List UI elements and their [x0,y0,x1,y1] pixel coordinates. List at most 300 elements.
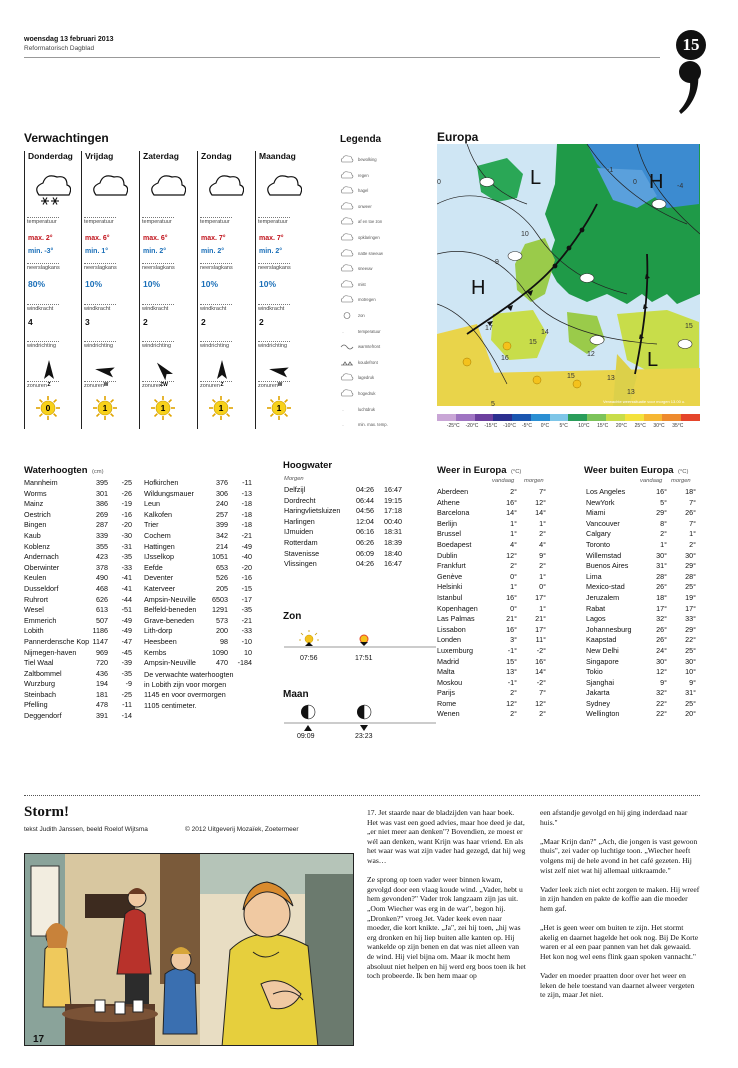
station-name: Pannerdensche Kop [24,636,90,646]
comic-panel-number: 17 [33,1034,45,1045]
tide-time-1: 04:26 [356,485,374,494]
precipitation-value: 80% [28,279,46,289]
city-name: Frankfurt [437,561,466,571]
sun-hours-label: zonuren [200,381,232,389]
city-name: Lima [586,571,602,581]
water-change: -14 [121,711,132,721]
station-name: Heesbeen [144,636,177,646]
wind-label: windkracht [84,304,116,312]
legend-item [340,279,420,293]
table-row [586,635,698,646]
temp-today: 17° [656,603,667,613]
temp-today: 30° [656,550,667,560]
snow-cloud-icon [33,173,71,207]
cloud-icon [148,173,186,207]
temp-tomorrow: 21° [535,614,546,624]
temp-today: 16° [506,592,517,602]
precipitation-value: 10% [201,279,219,289]
wind-direction-letter: Z [47,382,51,387]
table-row [24,584,132,595]
temp-tomorrow: 4° [539,539,546,549]
station-name: Keulen [24,573,47,583]
svg-text:5: 5 [491,401,495,406]
svg-text:10: 10 [521,231,529,238]
legend-item [340,404,420,418]
water-change: -45 [121,647,132,657]
water-level: 205 [216,583,228,593]
temp-today: 3° [510,635,517,645]
forecast-day-1 [81,151,138,429]
tide-station: Stavenisse [284,548,320,558]
temp-today: 26° [656,635,667,645]
city-name: Miami [586,508,606,518]
legend-symbol-icon [340,216,354,227]
water-change: -17 [241,594,252,604]
tide-time-2: 17:18 [384,506,402,516]
table-row [586,572,698,583]
weather-abroad-table [586,487,698,720]
scale-swatch [437,414,456,421]
table-row [24,679,132,690]
table-row [24,520,132,531]
table-row [437,678,552,689]
tide-table [284,485,434,570]
table-row [24,499,132,510]
wind-force-value: 2 [143,317,148,327]
weather-europe-tomorrow-head: morgen [524,478,544,484]
legend-symbol-icon [340,154,354,165]
tide-title: Hoogwater [283,460,333,471]
svg-text:13: 13 [627,389,635,396]
table-row [144,648,252,659]
city-name: Kopenhagen [437,603,478,613]
station-name: Kaub [24,530,41,540]
temp-today: 2° [510,561,517,571]
wind-force-value: 2 [201,317,206,327]
table-row [144,573,252,584]
temp-tomorrow: 7° [689,518,696,528]
city-name: New Delhi [586,645,619,655]
temp-tomorrow: 20° [685,709,696,719]
station-name: Oestrich [24,509,51,519]
svg-text:-1: -1 [607,167,614,174]
temperature-scale-labels [437,423,700,431]
temp-today: 32° [656,614,667,624]
water-level: 301 [96,488,108,498]
section-divider [24,795,700,796]
weather-europe-today-head: vandaag [492,478,515,484]
wind-force-value: 4 [28,317,33,327]
legend-symbol-icon [340,372,354,383]
temp-today: 4° [510,539,517,549]
svg-text:14: 14 [541,329,549,336]
city-name: Tokio [586,667,603,677]
water-level: 423 [96,552,108,562]
table-row [586,688,698,699]
table-row [437,582,552,593]
water-level: 391 [96,711,108,721]
legend-item [340,263,420,277]
station-name: Dusseldorf [24,583,59,593]
map-high-east: H [649,171,664,193]
temp-today: 12° [506,550,517,560]
temp-tomorrow: 2° [539,561,546,571]
temp-tomorrow: 11° [535,635,546,645]
temp-today: 12° [656,667,667,677]
temp-tomorrow: 29° [685,561,696,571]
city-name: Moskou [437,677,463,687]
scale-label: 35°C [672,423,684,429]
table-row [437,688,552,699]
water-level: 1051 [212,552,228,562]
table-row [437,508,552,519]
table-row [284,517,434,528]
temp-today: 22° [656,698,667,708]
tide-station: Rotterdam [284,537,318,547]
station-name: Katerveer [144,583,176,593]
sun-hours-value: 1 [276,403,282,413]
scale-label: -20°C [465,423,479,429]
temp-tomorrow: 7° [539,487,546,496]
city-name: Istanbul [437,592,463,602]
comic-panel [24,853,354,1046]
table-row [144,616,252,627]
table-row [24,478,132,489]
legend-item-label: sneeuw [358,266,373,272]
moonset-icon [357,705,371,731]
temperature-label: temperatuur [84,217,116,225]
legend-item-label: onweer [358,203,372,209]
station-name: Leun [144,499,160,509]
table-row [24,626,132,637]
svg-text:12: 12 [587,351,595,358]
table-row [437,551,552,562]
water-change: -21 [241,530,252,540]
station-name: Mainz [24,499,44,509]
forecast-day-name: Donderdag [28,151,73,161]
water-level: 194 [96,679,108,689]
scale-swatch [475,414,494,421]
temp-tomorrow: 2° [539,529,546,539]
scale-label: -15°C [484,423,498,429]
city-name: Wenen [437,709,460,719]
tide-time-1: 06:09 [356,548,374,558]
temp-tomorrow: 17° [685,603,696,613]
water-level: 478 [96,700,108,710]
station-name: Tiel Waal [24,658,54,668]
moon-graphic [284,704,436,736]
city-name: Athene [437,497,460,507]
temp-today: 24° [656,645,667,655]
legend-item-label: natte sneeuw [358,250,383,256]
svg-text:-4: -4 [677,183,684,190]
water-change: -11 [122,700,132,710]
temp-today: 1° [510,582,517,592]
station-name: Cochem [144,530,171,540]
min-temperature: min. 2° [259,248,283,255]
legend-symbol-icon [340,170,354,181]
temp-tomorrow: 1° [539,571,546,581]
water-level: 1147 [92,636,108,646]
temp-today: 2° [510,709,517,719]
page-number: 15 [676,30,706,60]
temp-today: 2° [510,487,517,496]
legend-item-label: warmtefront [358,344,381,350]
min-temperature: min. 2° [143,248,167,255]
table-row [586,709,698,720]
water-change: -10 [241,636,252,646]
legend-item-label: min. max. temp. [358,422,388,428]
table-row [586,667,698,678]
water-level: 240 [216,499,228,509]
wind-direction-letter: W [103,382,109,387]
temp-tomorrow: 12° [535,497,546,507]
table-row [144,489,252,500]
water-level: 720 [96,658,108,668]
station-name: Bingen [24,520,47,530]
legend-symbol-icon [340,294,354,305]
legend-item [340,248,420,262]
table-row [24,552,132,563]
water-level: 399 [216,520,228,530]
temp-tomorrow: 1° [539,603,546,613]
scale-swatch [493,414,512,421]
city-name: Toronto [586,539,610,549]
water-level: 626 [96,594,108,604]
water-change: -19 [121,499,132,509]
water-change: -13 [241,488,252,498]
water-level: 468 [96,583,108,593]
temperature-label: temperatuur [142,217,174,225]
legend-symbol-icon [340,357,354,368]
svg-text:16: 16 [501,355,509,362]
city-name: Lagos [586,614,606,624]
water-change: -16 [241,573,252,583]
tide-time-2: 18:39 [384,537,402,547]
station-name: Eefde [144,562,163,572]
legend-item [340,232,420,246]
city-name: Boedapest [437,539,472,549]
water-note-line: 1145 en voor overmorgen [144,690,226,700]
precipitation-value: 10% [143,279,161,289]
temp-tomorrow: 1° [689,529,696,539]
table-row [144,520,252,531]
city-name: Mexico-stad [586,582,625,592]
precipitation-value: 10% [259,279,277,289]
table-row [586,593,698,604]
direction-label: windrichting [27,341,59,349]
water-change: -30 [121,530,132,540]
story-paragraph: 17. Jet staarde naar de bladzijden van haar boek. Het was vast een goed advies, maar hoe deed je dat, „er niet meer aan denken"? Bovendien, ze moest er wél aan denken, want Krijn was haar vriend. En als het waar was wat zijn vader had gezegd, dat hij weg was… [367,808,526,865]
table-row [144,605,252,616]
weather-abroad-title: Weer buiten Europa (°C) [584,465,689,476]
wind-direction-letter: Z [220,382,224,387]
temp-today: 8° [660,518,667,528]
city-name: Singapore [586,656,619,666]
direction-label: windrichting [84,341,116,349]
water-level: 376 [216,478,228,487]
table-row [586,551,698,562]
station-name: Mannheim [24,478,58,487]
water-level: 1186 [92,626,108,636]
tide-time-1: 04:26 [356,559,374,569]
scale-label: 0°C [540,423,550,429]
temp-tomorrow: 0° [539,582,546,592]
precipitation-value: 10% [85,279,103,289]
legend-item [340,310,420,324]
station-name: Ampsin-Neuville [144,594,196,604]
water-change: -11 [242,478,252,487]
table-row [24,563,132,574]
water-level: 1291 [212,605,228,615]
precipitation-label: neerslagkans [27,265,60,271]
wind-direction-letter: W [277,382,283,387]
temp-today: 1° [510,529,517,539]
tide-time-2: 16:47 [384,485,402,494]
max-temperature: max. 2° [28,235,53,242]
station-name: Ampsin-Neuville [144,658,196,668]
scale-swatch [568,414,587,421]
city-name: Malta [437,667,455,677]
legend-symbol-icon [340,404,354,415]
svg-text:0: 0 [633,179,637,186]
table-row [437,572,552,583]
table-row [437,593,552,604]
table-row [437,561,552,572]
station-name: Emmerich [24,615,57,625]
table-row [24,648,132,659]
station-name: Kembs [144,647,167,657]
water-level: 339 [96,530,108,540]
city-name: Jeruzalem [586,592,620,602]
table-row [586,508,698,519]
water-change: -35 [121,552,132,562]
station-name: Kalkofen [144,509,172,519]
forecast-title: Verwachtingen [24,131,109,145]
city-name: Berlijn [437,518,457,528]
water-change: -15 [241,583,252,593]
water-change: -47 [121,636,132,646]
max-temperature: max. 7° [201,235,226,242]
scale-label: 20°C [615,423,628,429]
table-row [24,573,132,584]
table-row [437,625,552,636]
water-change: -49 [121,615,132,625]
table-row [437,635,552,646]
legend-item [340,154,420,168]
forecast-day-0 [24,151,81,429]
story-paragraph: Vader leek zich niet echt zorgen te maken. Hij wreef in zijn handen en pakte de koffie aan die moeder hem gaf. [540,884,700,913]
water-note-line: in Lobith zijn voor morgen [144,680,227,690]
temperature-scale [437,414,700,421]
comma-logo-icon [678,60,702,116]
newspaper-date: woensdag 13 februari 2013 [24,36,114,43]
table-row [437,529,552,540]
scale-swatch [587,414,606,421]
table-row [586,678,698,689]
table-row [586,604,698,615]
temp-tomorrow: 19° [685,592,696,602]
temp-tomorrow: 25° [685,582,696,592]
temp-tomorrow: -2° [536,645,546,655]
tide-time-2: 18:31 [384,527,402,537]
table-row [586,498,698,509]
station-name: Trier [144,520,159,530]
table-row [144,637,252,648]
temp-today: 26° [656,582,667,592]
legend-item-label: regen [358,172,369,178]
legend-item [340,201,420,215]
scale-swatch [531,414,550,421]
water-level: 1090 [212,647,228,657]
water-level: 214 [216,541,228,551]
water-change: -31 [121,541,132,551]
water-level: 507 [96,615,108,625]
city-name: Parijs [437,688,455,698]
water-change: -18 [241,520,252,530]
water-change: -9 [125,679,132,689]
legend-symbol-icon [340,201,354,212]
tide-time-2: 19:15 [384,495,402,505]
map-low-south: L [647,349,659,371]
water-change: -49 [121,626,132,636]
scale-swatch [456,414,475,421]
table-row [24,658,132,669]
table-row [144,499,252,510]
legend-item-label: motregen [358,297,376,303]
sun-hours-icon [266,395,292,421]
water-change: -20 [121,520,132,530]
temp-tomorrow: 16° [535,656,546,666]
table-row [586,529,698,540]
station-name: Ruhrort [24,594,48,604]
temp-tomorrow: 2° [689,539,696,549]
scale-label: -10°C [503,423,516,429]
weather-abroad-today-head: vandaag [640,478,663,484]
table-row [144,584,252,595]
forecast-day-4 [255,151,312,429]
table-row [586,646,698,657]
legend-item [340,170,420,184]
table-row [24,510,132,521]
legend-item-label: lagedruk [358,375,375,381]
table-row [586,561,698,572]
precipitation-label: neerslagkans [258,265,291,271]
table-row [437,604,552,615]
svg-text:15: 15 [685,323,693,330]
min-temperature: min. -3° [28,248,54,255]
table-row [24,711,132,722]
temp-tomorrow: 7° [689,497,696,507]
city-name: Sydney [586,698,610,708]
table-row [24,700,132,711]
water-level: 573 [216,615,228,625]
moonset-time: 23:23 [355,733,373,740]
table-row [586,614,698,625]
legend-item-label: zon [358,313,365,318]
city-name: Vancouver [586,518,620,528]
sunset-icon [360,635,368,646]
station-name: Worms [24,488,47,498]
temp-tomorrow: 30° [685,656,696,666]
legend-title: Legenda [340,134,382,145]
legend-item-label: hagel [358,188,369,194]
water-level: 355 [96,541,108,551]
station-name: IJsselkop [144,552,174,562]
cloud-icon [206,173,244,207]
station-name: Andernach [24,552,59,562]
water-level: 969 [96,647,108,657]
